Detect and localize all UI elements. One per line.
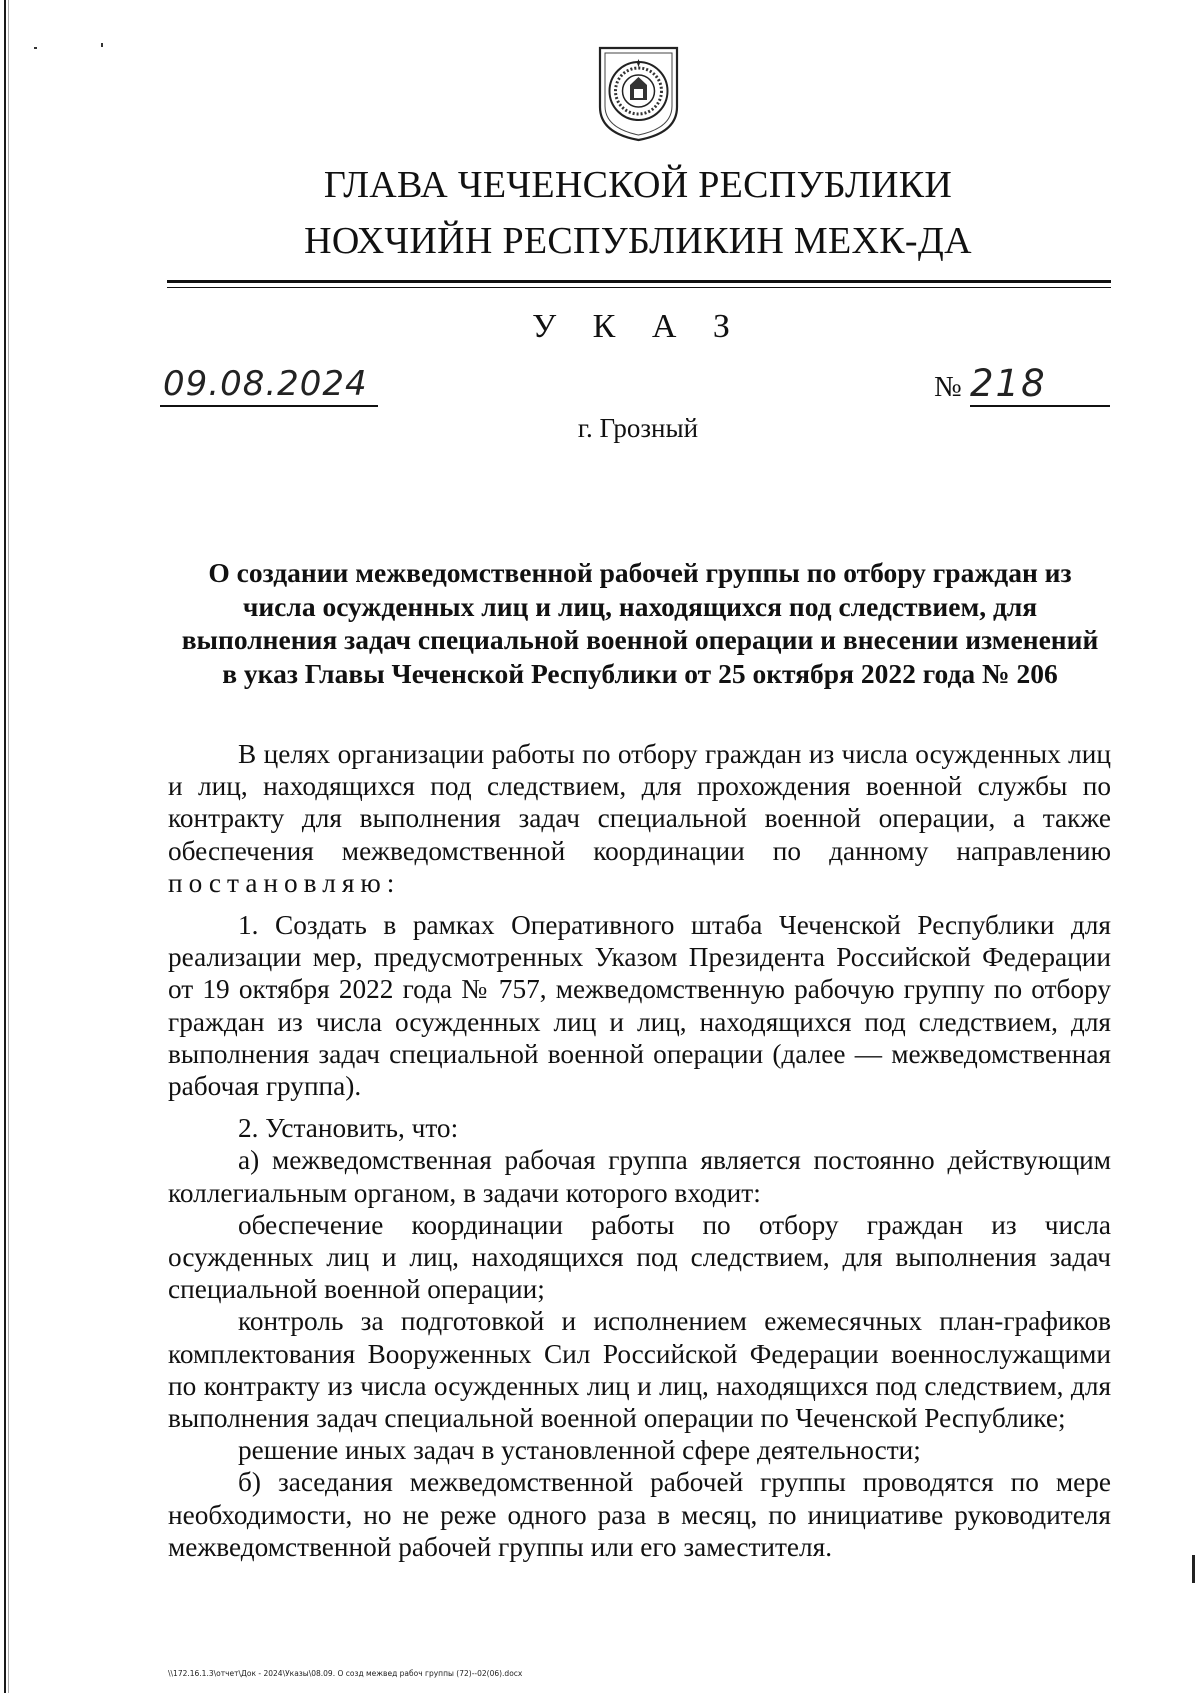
header-divider xyxy=(167,280,1111,283)
paragraph-1: 1. Создать в рамках Оперативного штаба Чеченской Республики для реализации мер, предусмотренных Указом Президента Российской Федерации от 19 октября 2022 года № 757, межведомственную рабочую группу по отбору граждан из числа осужденных лиц и лиц, находящихся под следствием, для выполнения задач специальной военной операции (далее — межведомственная рабочая группа). xyxy=(168,910,1111,1102)
document-body xyxy=(168,738,1111,1563)
document-type: У К А З xyxy=(532,308,744,345)
title-line: в указ Главы Чеченской Республики от 25 октября 2022 года № 206 xyxy=(222,657,1058,689)
paragraph-2b: б) заседания межведомственной рабочей группы проводятся по мере необходимости, но не реже одного раза в месяц, по инициативе руководителя межведомственной рабочей группы или его заместителя. xyxy=(168,1467,1111,1562)
paragraph-2a-item: контроль за подготовкой и исполнением ежемесячных план-графиков комплектования Вооруженных Сил Российской Федерации военнослужащими по контракту из числа осужденных лиц и лиц, находящихся под следствием, для выполнения задач специальной военной операции по Чеченской Республике; xyxy=(168,1306,1111,1434)
document-date: 09.08.2024 xyxy=(163,364,368,404)
paragraph-2: 2. Установить, что: xyxy=(238,1113,459,1144)
title-line: числа осужденных лиц и лиц, находящихся под следствием, для xyxy=(242,590,1038,622)
coat-of-arms-emblem-icon xyxy=(597,45,680,142)
decree-word: постановляю: xyxy=(168,867,401,898)
paragraph-2a: а) межведомственная рабочая группа является постоянно действующим коллегиальным органом, в задачи которого входит: xyxy=(168,1145,1111,1208)
scan-edge-mark xyxy=(1192,1555,1195,1583)
preamble-paragraph xyxy=(168,738,1111,899)
file-path-footer: \\172.16.1.3\отчет\Док - 2024\Указы\08.09. О созд межвед рабоч группы (72)--02(06).docx xyxy=(168,1669,523,1678)
scan-speck xyxy=(101,43,103,47)
paragraph-2a-item: решение иных задач в установленной сфере деятельности; xyxy=(238,1435,921,1466)
header-title: ГЛАВА ЧЕЧЕНСКОЙ РЕСПУБЛИКИ xyxy=(323,164,953,206)
header-subtitle: НОХЧИЙН РЕСПУБЛИКИН МЕХК-ДА xyxy=(304,220,972,262)
number-underline xyxy=(970,405,1110,407)
title-line: О создании межведомственной рабочей группы по отбору граждан из xyxy=(208,557,1072,588)
date-underline xyxy=(160,405,378,407)
scan-speck xyxy=(34,47,37,49)
preamble-text: В целях организации работы по отбору граждан из числа осужденных лиц и лиц, находящихся под следствием, для прохождения военной службы по контракту для выполнения задач специальной военной операции, а также обеспечения межведомственной координации по данному направлению xyxy=(168,739,1111,866)
number-label: № xyxy=(934,371,962,403)
document-number: 218 xyxy=(970,362,1047,405)
header-divider-thin xyxy=(167,287,1111,288)
paragraph-2a-item: обеспечение координации работы по отбору граждан из числа осужденных лиц и лиц, находящихся под следствием, для выполнения задач специальной военной операции; xyxy=(168,1209,1111,1305)
document-title xyxy=(165,556,1115,690)
title-line: выполнения задач специальной военной операции и внесении изменений xyxy=(181,624,1099,655)
city: г. Грозный xyxy=(577,413,699,443)
